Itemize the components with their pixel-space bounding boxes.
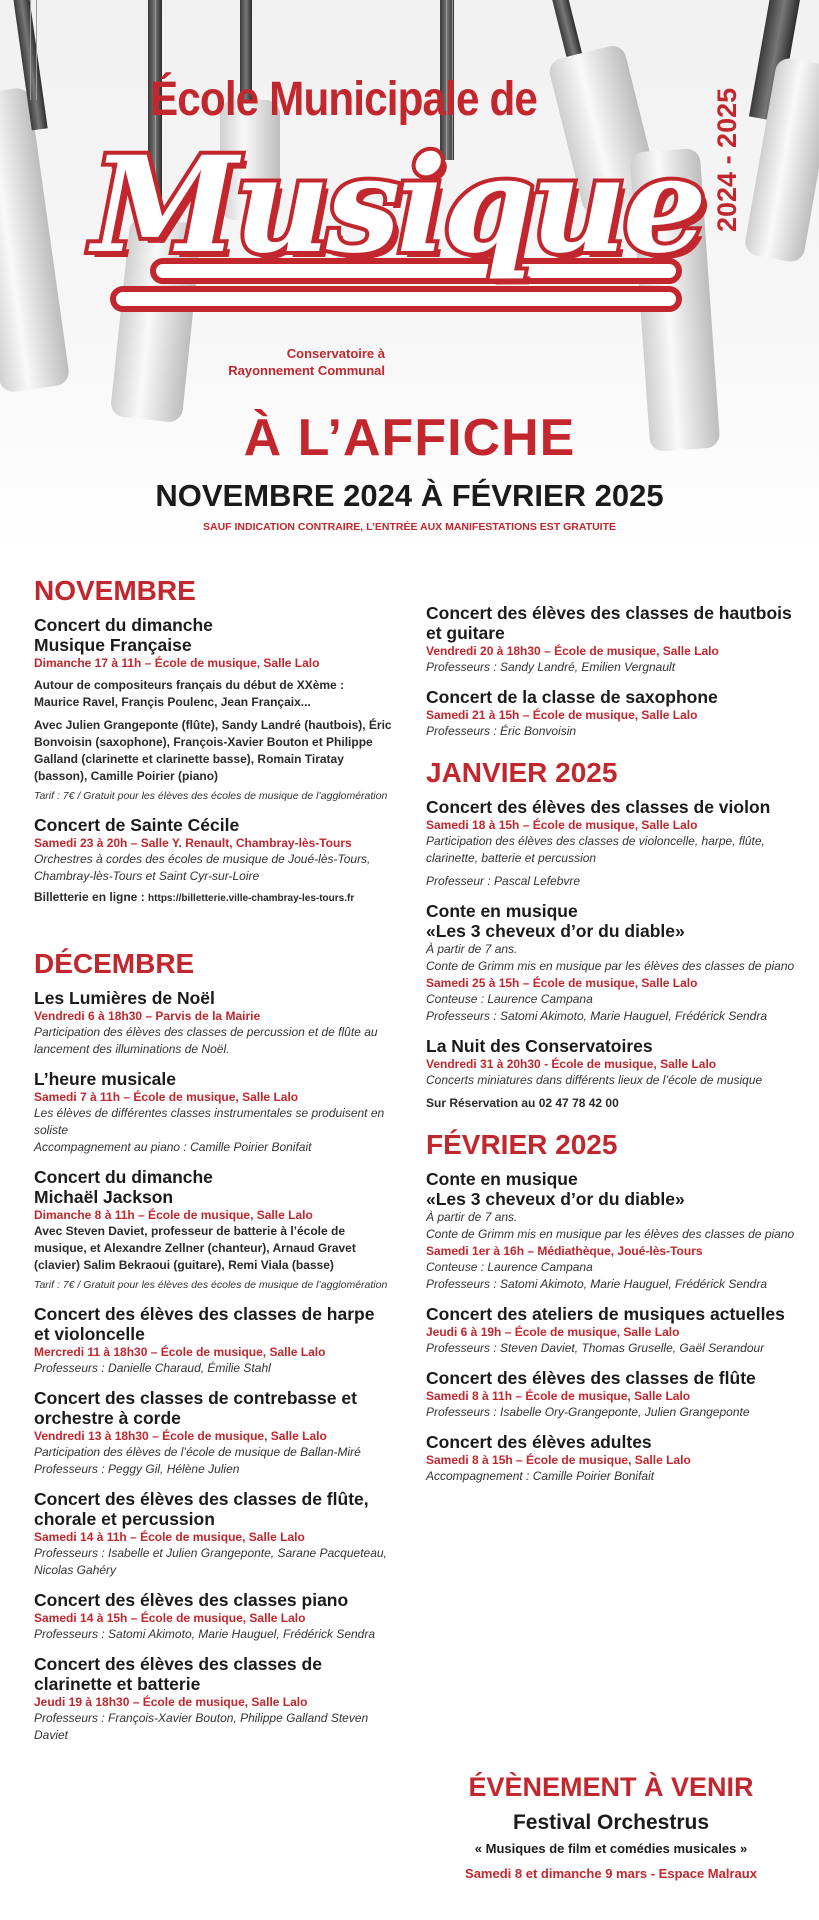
month-heading-november: NOVEMBRE	[34, 575, 196, 606]
event-description: Participation des élèves des classes de violoncelle, harpe, flûte, clarinette, batterie et percussion	[426, 834, 765, 865]
event-card	[426, 1036, 796, 1112]
month-heading-january: JANVIER 2025	[426, 757, 618, 788]
event-description: Autour de compositeurs français du début de XXème : Maurice Ravel, Françis Poulenc, Jean Françaix...	[34, 678, 345, 709]
event-title: Concert des élèves des classes de flûte, chorale et percussion	[34, 1489, 369, 1529]
event-subtitle: Michaël Jackson	[34, 1187, 174, 1207]
event-title: Concert des élèves des classes de harpe et violoncelle	[34, 1304, 375, 1344]
event-datetime: Samedi 25 à 15h – École de musique, Salle Lalo	[426, 976, 698, 990]
event-title: Concert du dimanche	[34, 1167, 213, 1187]
season-years: 2024 - 2025	[712, 87, 742, 232]
event-description: Participation des élèves de l’école de musique de Ballan-Miré	[34, 1445, 361, 1459]
event-datetime: Jeudi 19 à 18h30 – École de musique, Salle Lalo	[34, 1695, 308, 1709]
event-teachers: Professeur : Pascal Lefebvre	[426, 874, 581, 888]
event-datetime: Samedi 18 à 15h – École de musique, Salle Lalo	[426, 818, 698, 832]
event-card	[426, 687, 796, 740]
event-storyteller: Conteuse : Laurence Campana	[426, 992, 593, 1006]
conservatoire-line1: Conservatoire à	[286, 346, 385, 361]
event-title: Concert des élèves des classes de hautbois et guitare	[426, 603, 792, 643]
event-teachers: Professeurs : Isabelle Ory-Grangeponte, Julien Grangeponte	[426, 1405, 750, 1419]
upcoming-heading: ÉVÈNEMENT À VENIR	[468, 1772, 754, 1802]
event-title: Conte en musique	[426, 1169, 578, 1189]
event-performers: Avec Julien Grangeponte (flûte), Sandy Landré (hautbois), Éric Bonvoisin (saxophone), François-Xavier Bouton et Philippe Galland (clarinette et clarinette basse), Romain Tiratay (basson), Camille Poirier (piano)	[34, 718, 392, 783]
event-teachers: Professeurs : Danielle Charaud, Émilie Stahl	[34, 1361, 271, 1375]
event-card	[426, 901, 796, 1025]
event-description: Concerts miniatures dans différents lieux de l’école de musique	[426, 1073, 763, 1087]
event-card	[426, 1304, 796, 1357]
event-description: Orchestres à cordes des écoles de musique de Joué-lès-Tours, Chambray-lès-Tours et Saint Cyr-sur-Loire	[34, 852, 371, 883]
event-datetime: Dimanche 8 à 11h – École de musique, Salle Lalo	[34, 1208, 313, 1222]
upcoming-datetime: Samedi 8 et dimanche 9 mars - Espace Malraux	[465, 1866, 757, 1881]
event-datetime: Samedi 23 à 20h – Salle Y. Renault, Chambray-lès-Tours	[34, 836, 352, 850]
event-title: Les Lumières de Noël	[34, 988, 215, 1008]
event-card	[34, 615, 392, 804]
event-teachers: Professeurs : Peggy Gil, Hélène Julien	[34, 1462, 240, 1476]
event-title: Conte en musique	[426, 901, 578, 921]
event-title: Concert des élèves des classes de violon	[426, 797, 771, 817]
event-card	[34, 1167, 392, 1293]
event-card	[34, 1388, 392, 1478]
event-datetime: Vendredi 31 à 20h30 - École de musique, Salle Lalo	[426, 1057, 717, 1071]
event-description: Participation des élèves des classes de percussion et de flûte au lancement des illuminations de Noël.	[34, 1025, 378, 1056]
event-datetime: Dimanche 17 à 11h – École de musique, Salle Lalo	[34, 656, 320, 670]
event-card	[34, 1069, 392, 1156]
event-card	[34, 1590, 392, 1643]
event-title: Concert des élèves des classes de flûte	[426, 1368, 756, 1388]
event-card	[34, 1489, 392, 1579]
event-teachers: Professeurs : Isabelle et Julien Grangeponte, Sarane Pacqueteau, Nicolas Gahéry	[34, 1546, 387, 1577]
event-card	[426, 603, 796, 676]
event-tarif: Tarif : 7€ / Gratuit pour les élèves des écoles de musique de l’agglomération	[34, 1279, 388, 1291]
event-age: À partir de 7 ans.	[426, 1210, 518, 1224]
event-datetime: Samedi 14 à 11h – École de musique, Salle Lalo	[34, 1530, 305, 1544]
period-heading: NOVEMBRE 2024 À FÉVRIER 2025	[155, 478, 664, 513]
conservatoire-label	[200, 345, 385, 379]
music-title: Musique	[92, 128, 703, 283]
event-datetime: Samedi 21 à 15h – École de musique, Salle Lalo	[426, 708, 698, 722]
event-datetime: Samedi 1er à 16h – Médiathèque, Joué-lès-Tours	[426, 1244, 703, 1258]
event-datetime: Mercredi 11 à 18h30 – École de musique, Salle Lalo	[34, 1345, 326, 1359]
event-datetime: Vendredi 20 à 18h30 – École de musique, Salle Lalo	[426, 644, 719, 658]
upcoming-event	[426, 1772, 796, 1881]
event-teachers: Professeurs : Satomi Akimoto, Marie Hauguel, Frédérick Sendra	[34, 1627, 376, 1641]
event-card	[426, 1368, 796, 1421]
event-datetime: Samedi 8 à 11h – École de musique, Salle Lalo	[426, 1389, 691, 1403]
event-title: L’heure musicale	[34, 1069, 177, 1089]
event-title: Concert des classes de contrebasse et orchestre à corde	[34, 1388, 357, 1428]
event-subtitle: «Les 3 cheveux d’or du diable»	[426, 921, 685, 941]
upcoming-subtitle: « Musiques de film et comédies musicales »	[474, 1841, 748, 1856]
ticketing-label: Billetterie en ligne :	[34, 890, 145, 904]
event-teachers: Professeurs : Satomi Akimoto, Marie Hauguel, Frédérick Sendra	[426, 1277, 768, 1291]
header-banner	[0, 0, 819, 555]
event-description: Conte de Grimm mis en musique par les élèves des classes de piano	[426, 959, 795, 973]
event-title: Concert des élèves des classes de clarinette et batterie	[34, 1654, 322, 1694]
event-performers: Avec Steven Daviet, professeur de batterie à l’école de musique, et Alexandre Zellner (chanteur), Arnaud Gravet (clavier) Salim Bekraoui (guitare), Remi Viala (basse)	[34, 1224, 356, 1272]
event-card	[34, 988, 392, 1058]
event-card	[426, 1432, 796, 1485]
free-entry-notice: SAUF INDICATION CONTRAIRE, L’ENTRÉE AUX MANIFESTATIONS EST GRATUITE	[202, 521, 616, 533]
event-title: Concert de Sainte Cécile	[34, 815, 240, 835]
event-teachers: Professeurs : Satomi Akimoto, Marie Hauguel, Frédérick Sendra	[426, 1009, 768, 1023]
event-title: Concert de la classe de saxophone	[426, 687, 718, 707]
event-tarif: Tarif : 7€ / Gratuit pour les élèves des écoles de musique de l’agglomération	[34, 790, 388, 802]
event-title: Concert des ateliers de musiques actuelles	[426, 1304, 785, 1324]
month-heading-february: FÉVRIER 2025	[426, 1129, 618, 1160]
event-datetime: Vendredi 13 à 18h30 – École de musique, Salle Lalo	[34, 1429, 327, 1443]
affiche-heading: À L’AFFICHE	[243, 409, 576, 467]
event-age: À partir de 7 ans.	[426, 942, 518, 956]
event-datetime: Samedi 14 à 15h – École de musique, Salle Lalo	[34, 1611, 306, 1625]
conservatoire-line2: Rayonnement Communal	[228, 363, 385, 378]
event-teachers: Professeurs : François-Xavier Bouton, Philippe Galland Steven Daviet	[34, 1711, 369, 1742]
event-datetime: Vendredi 6 à 18h30 – Parvis de la Mairie	[34, 1009, 261, 1023]
upcoming-name: Festival Orchestrus	[512, 1811, 710, 1834]
event-title: Concert des élèves des classes piano	[34, 1590, 349, 1610]
event-description: Conte de Grimm mis en musique par les élèves des classes de piano	[426, 1227, 795, 1241]
event-title: Concert du dimanche	[34, 615, 213, 635]
event-card	[34, 1654, 392, 1744]
event-ticketing	[34, 889, 392, 907]
ticketing-link[interactable]: https://billetterie.ville-chambray-les-tours.fr	[148, 893, 355, 904]
right-column	[426, 603, 796, 1496]
event-storyteller: Conteuse : Laurence Campana	[426, 1260, 593, 1274]
event-title: La Nuit des Conservatoires	[426, 1036, 653, 1056]
event-accompaniment: Accompagnement au piano : Camille Poirier Bonifait	[34, 1140, 312, 1154]
event-card	[34, 1304, 392, 1377]
event-title: Concert des élèves adultes	[426, 1432, 652, 1452]
event-teachers: Professeurs : Sandy Landré, Emilien Vergnault	[426, 660, 676, 674]
school-title: École Municipale de	[150, 73, 538, 126]
month-heading-december: DÉCEMBRE	[34, 948, 195, 979]
event-card	[426, 797, 796, 890]
event-booking: Sur Réservation au 02 47 78 42 00	[426, 1096, 619, 1110]
left-column	[34, 575, 392, 1755]
event-datetime: Samedi 8 à 15h – École de musique, Salle Lalo	[426, 1453, 691, 1467]
event-card	[426, 1169, 796, 1293]
event-card	[34, 815, 392, 907]
title-swoosh	[110, 286, 682, 312]
event-description: Les élèves de différentes classes instrumentales se produisent en soliste	[34, 1106, 385, 1137]
event-teachers: Professeurs : Steven Daviet, Thomas Gruselle, Gaël Serandour	[426, 1341, 765, 1355]
event-teachers: Professeurs : Éric Bonvoisin	[426, 724, 577, 738]
event-datetime: Jeudi 6 à 19h – École de musique, Salle Lalo	[426, 1325, 680, 1339]
event-datetime: Samedi 7 à 11h – École de musique, Salle Lalo	[34, 1090, 299, 1104]
event-subtitle: Musique Française	[34, 635, 192, 655]
event-accompaniment: Accompagnement : Camille Poirier Bonifait	[426, 1469, 655, 1483]
event-subtitle: «Les 3 cheveux d’or du diable»	[426, 1189, 685, 1209]
